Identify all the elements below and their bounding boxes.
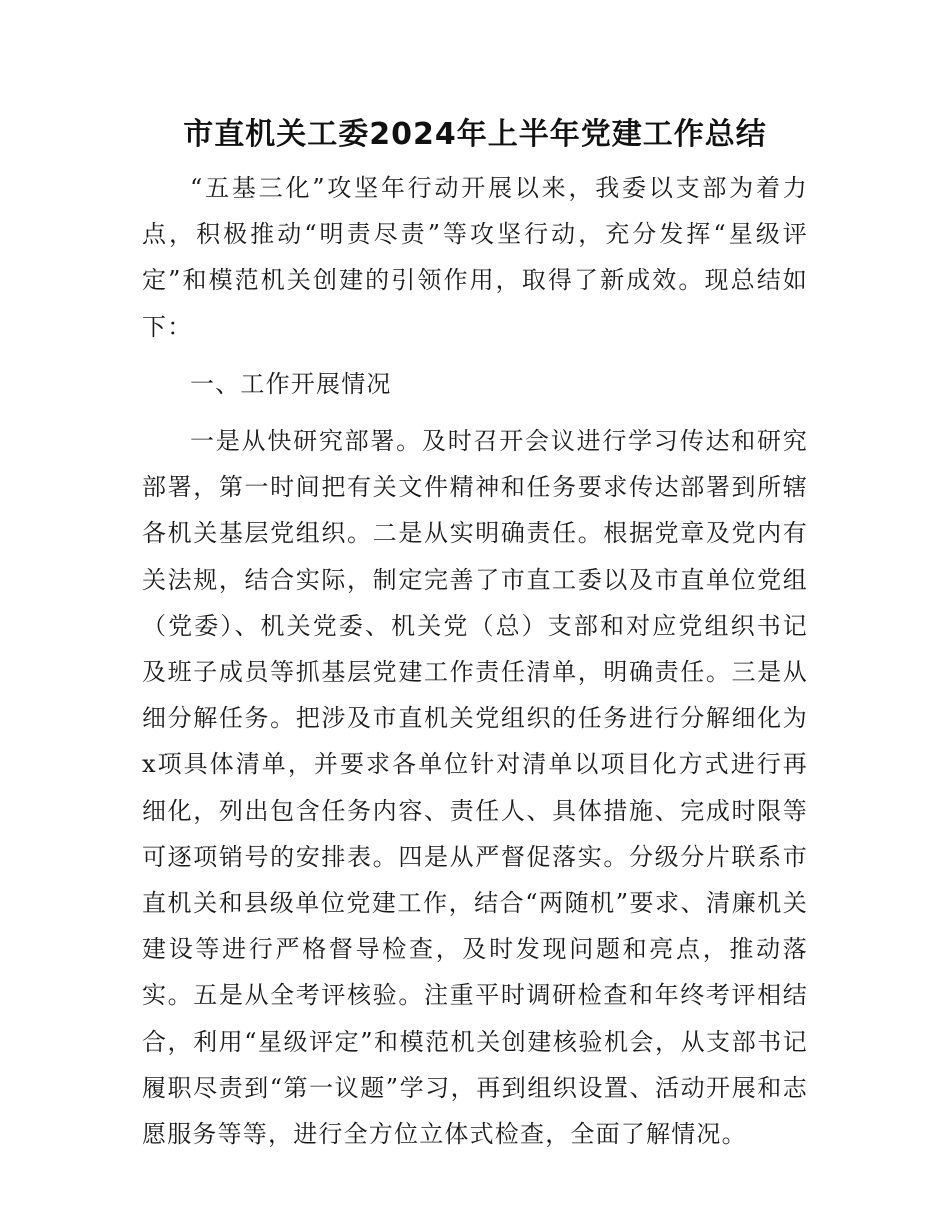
- intro-paragraph: “五基三化”攻坚年行动开展以来，我委以支部为着力点，积极推动“明责尽责”等攻坚行动，充分发挥“星级评定”和模范机关创建的引领作用，取得了新成效。现总结如下：: [142, 174, 808, 341]
- document-body: [142, 165, 808, 1168]
- section-heading: 一、工作开展情况: [190, 369, 392, 398]
- section-body-paragraph: 一是从快研究部署。及时召开会议进行学习传达和研究部署，第一时间把有关文件精神和任务要求传达部署到所辖各机关基层党组织。二是从实明确责任。根据党章及党内有关法规，结合实际，制定完善了市直工委以及市直单位党组（党委）、机关党委、机关党（总）支部和对应党组织书记及班子成员等抓基层党建工作责任清单，明确责任。三是从细分解任务。把涉及市直机关党组织的任务进行分解细化为x项具体清单，并要求各单位针对清单以项目化方式进行再细化，列出包含任务内容、责任人、具体措施、完成时限等可逐项销号的安排表。四是从严督促落实。分级分片联系市直机关和县级单位党建工作，结合“两随机”要求、清廉机关建设等进行严格督导检查，及时发现问题和亮点，推动落实。五是从全考评核验。注重平时调研检查和年终考评相结合，利用“星级评定”和模范机关创建核验机会，从支部书记履职尽责到“第一议题”学习，再到组织设置、活动开展和志愿服务等等，进行全方位立体式检查，全面了解情况。: [142, 427, 808, 1149]
- document-title: 市直机关工委2024年上半年党建工作总结: [183, 117, 767, 152]
